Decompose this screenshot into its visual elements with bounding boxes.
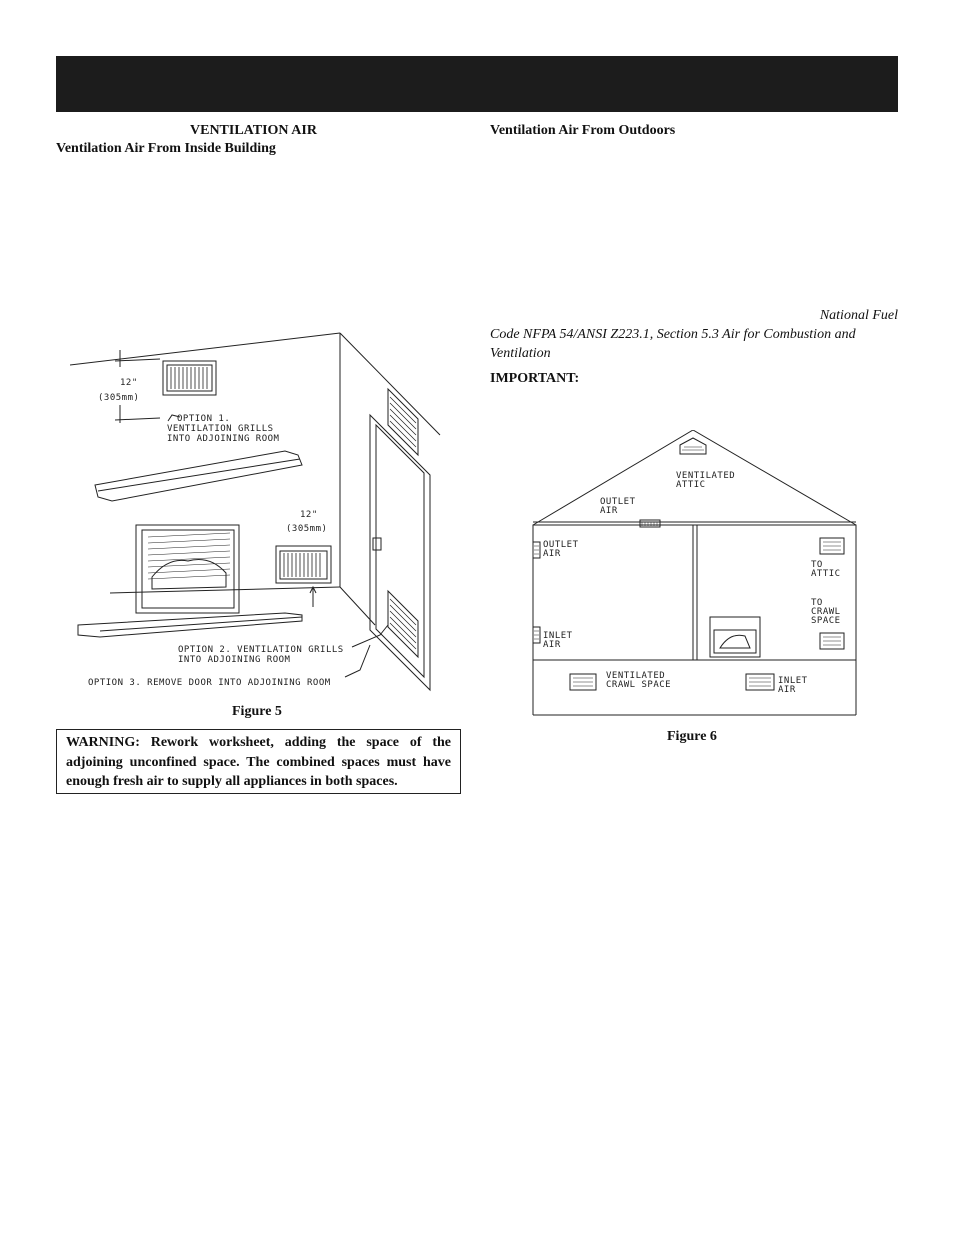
dim-mm-top: (305mm)	[98, 393, 140, 403]
reference-line-1: National Fuel	[819, 308, 898, 323]
inlet-left-line-1: INLET	[543, 631, 573, 641]
inlet-left-line-2: AIR	[543, 640, 561, 650]
to-attic-line-1: TO	[811, 560, 823, 570]
subhead-inside-building: Ventilation Air From Inside Building	[56, 141, 276, 156]
figure-5-drawing	[70, 325, 460, 697]
important-label: IMPORTANT:	[490, 371, 580, 386]
outlet-top-line-2: AIR	[600, 506, 618, 516]
option1-line-1: OPTION 1.	[177, 414, 231, 424]
inlet-bottom-line-1: INLET	[778, 676, 808, 686]
dim-12-top: 12"	[120, 378, 138, 388]
option2-line-2: INTO ADJOINING ROOM	[178, 655, 291, 665]
crawl-space-line-2: CRAWL SPACE	[606, 680, 672, 690]
dim-12-side: 12"	[300, 510, 318, 520]
option1-line-3: INTO ADJOINING ROOM	[167, 434, 280, 444]
figure-6-drawing	[530, 430, 860, 720]
to-crawl-line-1: TO	[811, 598, 823, 608]
figure-5-caption: Figure 5	[232, 704, 282, 719]
option2-line-1: OPTION 2. VENTILATION GRILLS	[178, 645, 344, 655]
reference-line-3: Ventilation	[490, 346, 551, 361]
inlet-bottom-line-2: AIR	[778, 685, 796, 695]
figure-6-caption: Figure 6	[667, 729, 717, 744]
to-attic-line-2: ATTIC	[811, 569, 841, 579]
header-bar	[56, 56, 898, 112]
option1-line-2: VENTILATION GRILLS	[167, 424, 274, 434]
warning-box: WARNING: Rework worksheet, adding the space of the adjoining unconfined space. The combined spaces must have enough fresh air to supply all appliances in both spaces.	[56, 729, 461, 794]
option3-label: OPTION 3. REMOVE DOOR INTO ADJOINING ROOM	[88, 678, 331, 688]
section-title: VENTILATION AIR	[190, 123, 317, 138]
outlet-left-line-2: AIR	[543, 549, 561, 559]
outlet-left-line-1: OUTLET	[543, 540, 579, 550]
to-crawl-line-3: SPACE	[811, 616, 841, 626]
outlet-top-line-1: OUTLET	[600, 497, 636, 507]
dim-mm-side: (305mm)	[286, 524, 328, 534]
to-crawl-line-2: CRAWL	[811, 607, 841, 617]
ventilated-attic-line-2: ATTIC	[676, 480, 706, 490]
crawl-space-line-1: VENTILATED	[606, 671, 666, 681]
ventilated-attic-line-1: VENTILATED	[676, 471, 736, 481]
reference-line-2: Code NFPA 54/ANSI Z223.1, Section 5.3 Air for Combustion and	[490, 327, 856, 342]
subhead-outdoors: Ventilation Air From Outdoors	[490, 123, 676, 138]
